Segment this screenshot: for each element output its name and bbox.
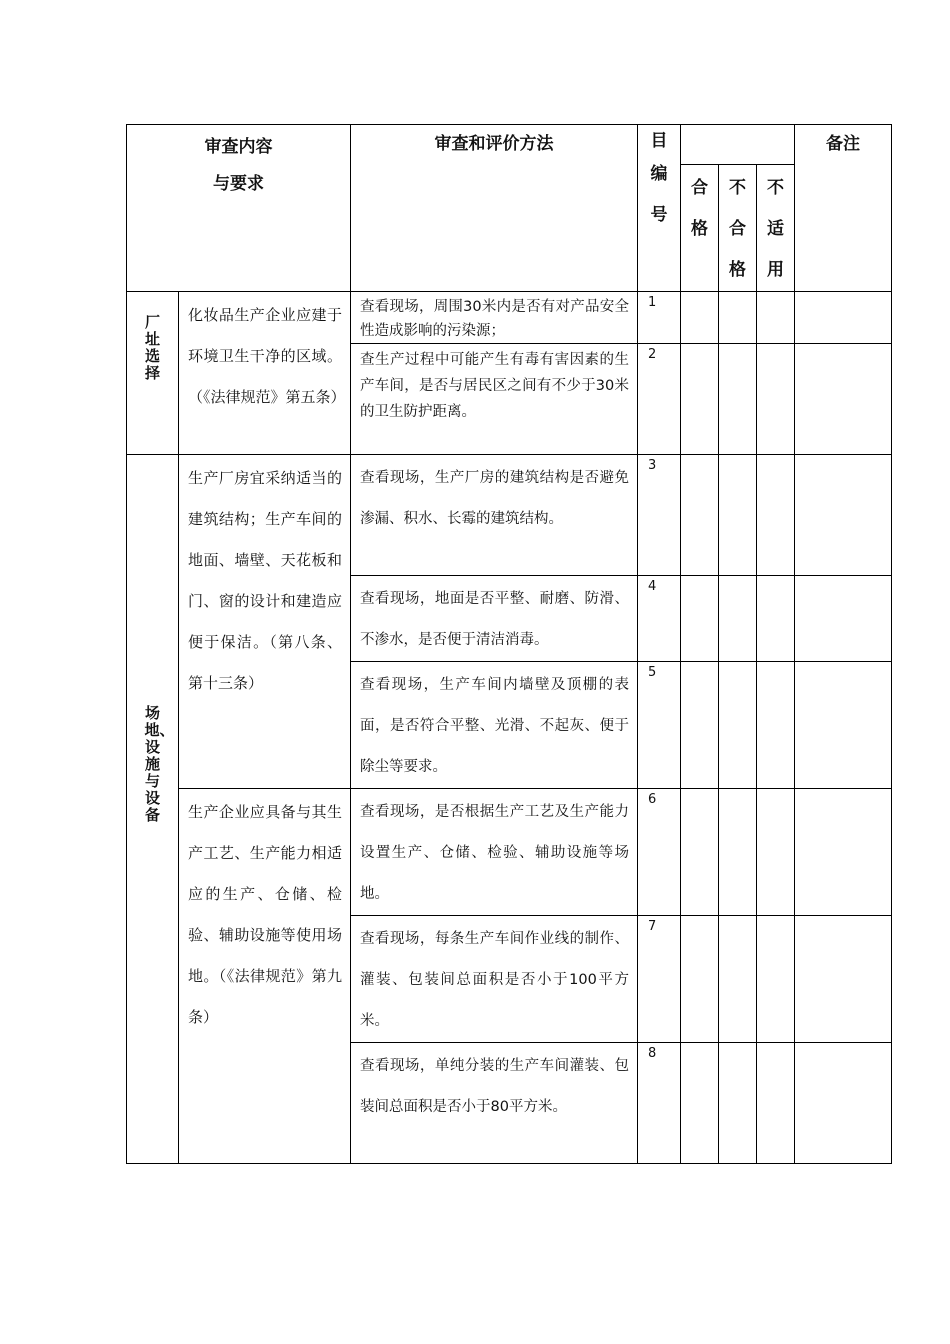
- na-checkbox-cell[interactable]: [757, 292, 795, 344]
- pass-checkbox-cell[interactable]: [681, 292, 719, 344]
- category-label: 厂址选择: [144, 313, 160, 382]
- fail-checkbox-cell[interactable]: [719, 344, 757, 455]
- header-content: [127, 125, 351, 292]
- method-cell: 查看现场，地面是否平整、耐磨、防滑、不渗水，是否便于清洁消毒。: [351, 576, 638, 662]
- remarks-cell[interactable]: [795, 576, 892, 662]
- header-fail: [719, 165, 757, 292]
- category-facilities: [127, 455, 179, 1164]
- pass-checkbox-cell[interactable]: [681, 344, 719, 455]
- item-number: 5: [638, 662, 681, 789]
- method-cell: 查看现场，周围30米内是否有对产品安全性造成影响的污染源；: [351, 292, 638, 344]
- remarks-cell[interactable]: [795, 344, 892, 455]
- fail-checkbox-cell[interactable]: [719, 455, 757, 576]
- header-na: [757, 165, 795, 292]
- pass-checkbox-cell[interactable]: [681, 576, 719, 662]
- item-number: 7: [638, 916, 681, 1043]
- item-number: 4: [638, 576, 681, 662]
- item-number: 1: [638, 292, 681, 344]
- item-number: 8: [638, 1043, 681, 1164]
- header-result-group: [681, 125, 795, 165]
- remarks-cell[interactable]: [795, 789, 892, 916]
- category-site-selection: [127, 292, 179, 455]
- header-na-char: 不: [767, 178, 784, 198]
- header-item-no-char: 目: [650, 131, 668, 151]
- remarks-cell[interactable]: [795, 916, 892, 1043]
- method-cell: 查看现场，生产厂房的建筑结构是否避免渗漏、积水、长霉的建筑结构。: [351, 455, 638, 576]
- remarks-cell[interactable]: [795, 292, 892, 344]
- remarks-cell[interactable]: [795, 1043, 892, 1164]
- header-pass-char: 合: [691, 178, 708, 198]
- requirement-cell: 生产厂房宜采纳适当的建筑结构；生产车间的地面、墙壁、天花板和门、窗的设计和建造应便于保洁。（第八条、第十三条）: [179, 455, 351, 789]
- remarks-cell[interactable]: [795, 662, 892, 789]
- method-cell: 查看现场，每条生产车间作业线的制作、灌装、包装间总面积是否小于100平方米。: [351, 916, 638, 1043]
- pass-checkbox-cell[interactable]: [681, 1043, 719, 1164]
- pass-checkbox-cell[interactable]: [681, 662, 719, 789]
- header-remarks: 备注: [795, 125, 892, 292]
- fail-checkbox-cell[interactable]: [719, 292, 757, 344]
- header-content-line1: 审查内容: [204, 137, 273, 157]
- pass-checkbox-cell[interactable]: [681, 789, 719, 916]
- pass-checkbox-cell[interactable]: [681, 455, 719, 576]
- header-fail-char: 不: [729, 178, 746, 198]
- header-fail-char: 格: [729, 260, 746, 280]
- method-cell: 查看现场，单纯分装的生产车间灌装、包装间总面积是否小于80平方米。: [351, 1043, 638, 1164]
- header-fail-char: 合: [729, 219, 746, 239]
- na-checkbox-cell[interactable]: [757, 1043, 795, 1164]
- category-label: 场地、设施与设备: [144, 703, 175, 824]
- fail-checkbox-cell[interactable]: [719, 1043, 757, 1164]
- header-item-no-char: 号: [650, 205, 668, 225]
- header-method: 审查和评价方法: [351, 125, 638, 292]
- header-na-char: 用: [767, 260, 784, 280]
- method-cell: 查看现场，生产车间内墙壁及顶棚的表面，是否符合平整、光滑、不起灰、便于除尘等要求。: [351, 662, 638, 789]
- item-number: 3: [638, 455, 681, 576]
- na-checkbox-cell[interactable]: [757, 916, 795, 1043]
- header-pass: [681, 165, 719, 292]
- inspection-table: [126, 124, 892, 1164]
- fail-checkbox-cell[interactable]: [719, 916, 757, 1043]
- header-item-no: [638, 125, 681, 292]
- fail-checkbox-cell[interactable]: [719, 789, 757, 916]
- fail-checkbox-cell[interactable]: [719, 576, 757, 662]
- item-number: 2: [638, 344, 681, 455]
- pass-checkbox-cell[interactable]: [681, 916, 719, 1043]
- method-cell: 查生产过程中可能产生有毒有害因素的生产车间，是否与居民区之间有不少于30米的卫生防护距离。: [351, 344, 638, 455]
- requirement-cell: 生产企业应具备与其生产工艺、生产能力相适应的生产、仓储、检验、辅助设施等使用场地。（《法律规范》第九条）: [179, 789, 351, 1164]
- na-checkbox-cell[interactable]: [757, 789, 795, 916]
- item-number: 6: [638, 789, 681, 916]
- na-checkbox-cell[interactable]: [757, 662, 795, 789]
- remarks-cell[interactable]: [795, 455, 892, 576]
- header-item-no-char: 编: [650, 164, 668, 184]
- requirement-cell: 化妆品生产企业应建于环境卫生干净的区域。（《法律规范》第五条）: [179, 292, 351, 455]
- fail-checkbox-cell[interactable]: [719, 662, 757, 789]
- method-cell: 查看现场，是否根据生产工艺及生产能力设置生产、仓储、检验、辅助设施等场地。: [351, 789, 638, 916]
- na-checkbox-cell[interactable]: [757, 344, 795, 455]
- header-content-line2: 与要求: [213, 174, 264, 194]
- header-pass-char: 格: [691, 219, 708, 239]
- na-checkbox-cell[interactable]: [757, 576, 795, 662]
- na-checkbox-cell[interactable]: [757, 455, 795, 576]
- header-na-char: 适: [767, 219, 784, 239]
